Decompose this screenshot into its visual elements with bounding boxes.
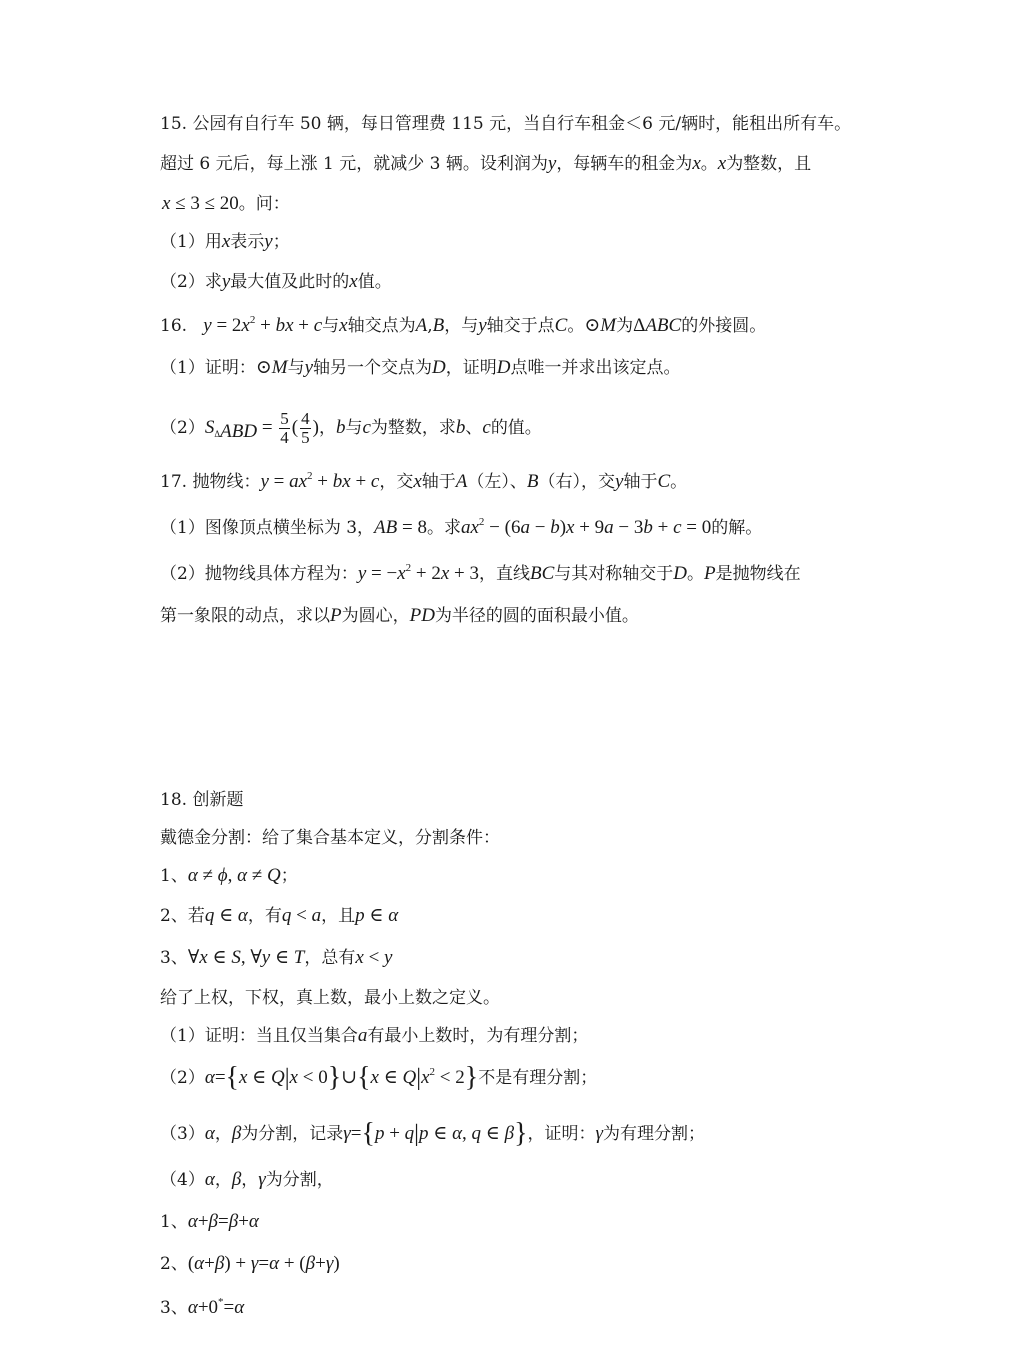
p16-text: 与 xyxy=(345,418,363,438)
p18-text: 为有理分割； xyxy=(603,1124,706,1144)
p18-text: ， xyxy=(214,1170,232,1190)
p18-text: 2、 xyxy=(160,1254,188,1274)
p15-text: 表示 xyxy=(230,232,265,252)
p16-text: （2） xyxy=(160,418,205,438)
p18-text: （1）证明：当且仅当集合 xyxy=(160,1026,358,1046)
p17-text: 。 xyxy=(687,564,705,584)
p17-text: ，交 xyxy=(379,472,414,492)
p18-text: 2、若 xyxy=(160,906,205,926)
law-3: 3、α+0*=α xyxy=(160,1296,245,1318)
problem-16-question-1: （1）证明：⊙M与y轴另一个交点为D，证明D点唯一并求出该定点。 xyxy=(160,357,681,378)
p18-text: 3、 xyxy=(160,948,188,968)
p16-text: ，与 xyxy=(444,316,479,336)
p17-text: 轴于 xyxy=(421,472,456,492)
problem-18-title xyxy=(160,788,243,812)
p18-text: 1、 xyxy=(160,1212,188,1232)
p15-text: 。问： xyxy=(238,194,290,214)
p17-text: 。求 xyxy=(426,518,461,538)
problem-15-question-1: （1）用x表示y； xyxy=(160,231,290,252)
p17-text: 。 xyxy=(670,472,688,492)
problem-17-line-1: 17. 抛物线：$y = ax^2$ + bx + c，交x轴于A（左）、B（右），交y轴于C。 xyxy=(160,470,688,492)
p17-text: 轴于 xyxy=(623,472,658,492)
p16-text: 与 xyxy=(287,358,305,378)
p18-text: ，总有 xyxy=(304,948,356,968)
p16-text: ，证明 xyxy=(445,358,497,378)
p15-text: 最大值及此时的 xyxy=(230,272,350,292)
p15-text: （2）求 xyxy=(160,272,222,292)
p16-text: （1）证明： xyxy=(160,358,256,378)
p16-text: 点唯一并求出该定点。 xyxy=(510,358,681,378)
problem-16-question-2: $(2)S_{\Delta ABD}$ = $\frac{5}{4}$ ( $\frac{4}{5}$ )，b与c为整数，求b、c的值。 xyxy=(160,409,542,447)
p18-text: ，且 xyxy=(321,906,356,926)
problem-18-question-4: （4）α，β，γ为分割， xyxy=(160,1169,334,1190)
problem-15-line-3: x ≤ 3 ≤ 20。问： xyxy=(162,193,290,214)
p17-text: 是抛物线在 xyxy=(715,564,801,584)
p17-text: 为圆心， xyxy=(341,606,410,626)
problem-16-line-1: 16. $y = 2x^2$ + bx + c与x轴交点为A,B，与y轴交于点C。⊙M为ΔABC的外接圆。 xyxy=(160,314,767,336)
p18-intro: 戴德金分割：给了集合基本定义，分割条件： xyxy=(160,828,500,848)
p17-text: 为半径的圆的面积最小值。 xyxy=(434,606,639,626)
p15-text: 值。 xyxy=(357,272,392,292)
p18-title: 18. 创新题 xyxy=(160,790,244,810)
condition-2: 2、若q ∈ α，有q < a，且p ∈ α xyxy=(160,905,399,926)
condition-3: 3、∀x ∈ S, ∀y ∈ T，总有x < y xyxy=(160,947,393,968)
p17-text: 的解。 xyxy=(711,518,763,538)
p15-text: 超过 6 元后，每上涨 1 元，就减少 3 辆。设利润为 xyxy=(160,154,548,174)
p16-text: 轴交于点 xyxy=(486,316,555,336)
p16-text: 16. xyxy=(160,316,188,336)
p18-text: ， xyxy=(214,1124,232,1144)
p18-text: ，证明： xyxy=(527,1124,596,1144)
p18-text: 1、 xyxy=(160,866,188,886)
p15-text: （1）用 xyxy=(160,232,222,252)
problem-17-question-1: （1）图像顶点横坐标为 3，AB = 8。求$ax^2 - (6a - b)x + 9a - 3b + c = 0$的解。 xyxy=(160,516,763,538)
p15-text: 为整数，且 xyxy=(726,154,812,174)
p18-text: （3） xyxy=(160,1124,205,1144)
p15-line1: 15. 公园有自行车 50 辆，每日管理费 115 元，当自行车租金＜6 元/辆时，能租出所有车。 xyxy=(160,114,852,134)
p16-text: 的外接圆。 xyxy=(681,316,767,336)
problem-17-question-2-cont: 第一象限的动点，求以P为圆心，PD为半径的圆的面积最小值。 xyxy=(160,605,639,626)
p18-text: （4） xyxy=(160,1170,205,1190)
problem-15-line-2: 超过 6 元后，每上涨 1 元，就减少 3 辆。设利润为y，每辆车的租金为x。x为整数，且 xyxy=(160,153,812,174)
p16-text: 为 xyxy=(616,316,634,336)
p15-text: 。 xyxy=(700,154,718,174)
problem-18-question-1: （1）证明：当且仅当集合a有最小上数时，为有理分割； xyxy=(160,1025,589,1046)
p16-text: 为整数，求 xyxy=(370,418,456,438)
law-2: 2、(α+β) + γ=α + (β+γ) xyxy=(160,1253,340,1274)
p18-def: 给了上权，下权，真上数，最小上数之定义。 xyxy=(160,988,500,1008)
p18-text: ； xyxy=(280,866,298,886)
p18-text: 为分割，记录 xyxy=(241,1124,344,1144)
p17-text: （1）图像顶点横坐标为 3， xyxy=(160,518,375,538)
p17-text: （2）抛物线具体方程为： xyxy=(160,564,358,584)
p16-text: 、 xyxy=(465,418,483,438)
problem-17-question-2: （2）抛物线具体方程为：$y = -x^2 + 2x + 3$，直线BC与其对称轴交于D。P是抛物线在 xyxy=(160,562,801,584)
p16-text: 。 xyxy=(567,316,585,336)
law-1: 1、α+β=β+α xyxy=(160,1211,259,1232)
problem-15-line-1 xyxy=(160,112,851,136)
p18-text: （2） xyxy=(160,1068,205,1088)
p18-text: ， xyxy=(241,1170,259,1190)
condition-1: 1、α ≠ ϕ, α ≠ Q； xyxy=(160,865,298,886)
p17-text: 与其对称轴交于 xyxy=(554,564,674,584)
problem-15-question-2: （2）求y最大值及此时的x值。 xyxy=(160,271,392,292)
p18-text: 不是有理分割； xyxy=(478,1068,598,1088)
problem-18-question-3: （3）α，β为分割，记录γ={p + q|p ∈ α, q ∈ β}，证明：γ为有理分割； xyxy=(160,1118,706,1149)
p17-text: （右），交 xyxy=(538,472,616,492)
p16-text: 轴另一个交点为 xyxy=(313,358,433,378)
p15-text: ； xyxy=(272,232,290,252)
p18-text: ，有 xyxy=(247,906,282,926)
problem-18-question-2: （2）α={x ∈ Q|x < 0}∪{x ∈ $Q|x^2 < 2$}不是有理分割； xyxy=(160,1062,598,1093)
p18-text: 为分割， xyxy=(265,1170,334,1190)
p16-text: ， xyxy=(318,418,336,438)
p15-text: ，每辆车的租金为 xyxy=(556,154,693,174)
problem-18-intro xyxy=(160,826,500,850)
p16-text: 轴交点为 xyxy=(347,316,416,336)
p16-text: 的值。 xyxy=(490,418,542,438)
p17-text: 17. 抛物线： xyxy=(160,472,261,492)
p16-text: 与 xyxy=(322,316,340,336)
p17-text: 第一象限的动点，求以 xyxy=(160,606,330,626)
p17-text: ，直线 xyxy=(479,564,531,584)
p18-text: 3、 xyxy=(160,1298,188,1318)
p17-text: （左）、 xyxy=(467,472,527,492)
p18-text: 有最小上数时，为有理分割； xyxy=(367,1026,589,1046)
definition-line xyxy=(160,986,500,1010)
